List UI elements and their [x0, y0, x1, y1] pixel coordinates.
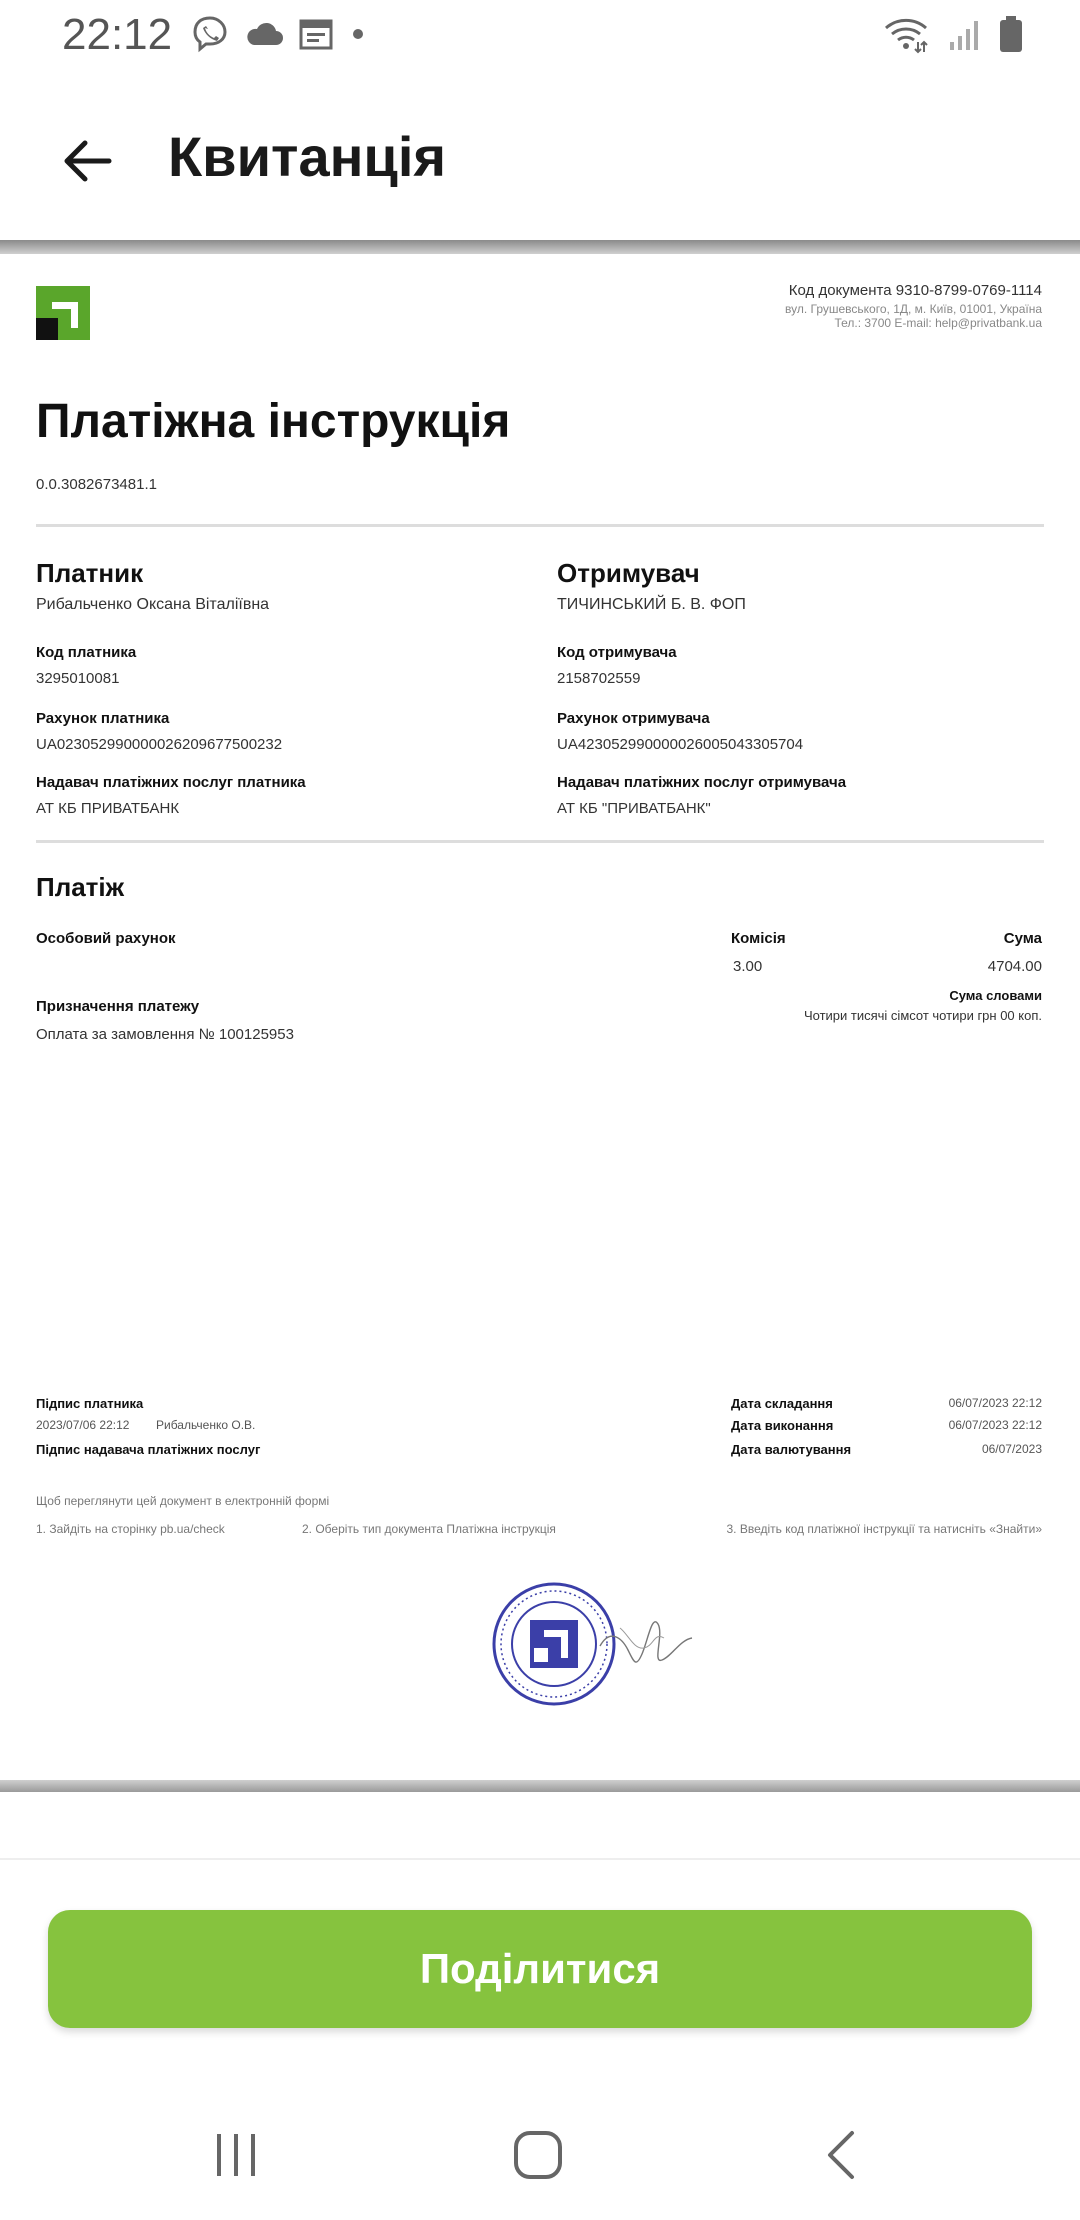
- document-title: Платіжна інструкція: [36, 395, 511, 448]
- app-bar: [0, 80, 1080, 240]
- signal-icon: [946, 16, 982, 57]
- recipient-account: UA423052990000026005043305704: [557, 736, 804, 753]
- sum-label: Сума: [1003, 930, 1042, 947]
- recent-apps-icon: [211, 2130, 261, 2180]
- payer-provider-label: Надавач платіжних послуг платника: [36, 774, 306, 791]
- purpose-label: Призначення платежу: [36, 998, 200, 1015]
- signature-icon: [592, 1588, 702, 1688]
- payer-account: UA023052990000026209677500232: [36, 736, 283, 753]
- divider: [36, 524, 1044, 527]
- arrow-back-icon: [59, 133, 115, 189]
- notification-dot-icon: [348, 24, 368, 49]
- sum-value: 4704.00: [987, 958, 1042, 975]
- payer-account-label: Рахунок платника: [36, 710, 170, 727]
- payer-signature-date: 2023/07/06 22:12: [36, 1418, 130, 1432]
- privatbank-logo: [36, 286, 90, 340]
- commission-value: 3.00: [733, 958, 763, 975]
- document-number: 0.0.3082673481.1: [36, 476, 157, 493]
- home-button[interactable]: [498, 2120, 578, 2190]
- recipient-heading: Отримувач: [557, 558, 700, 588]
- payment-heading: Платіж: [36, 872, 125, 902]
- payer-signature-label: Підпис платника: [36, 1396, 144, 1411]
- share-button[interactable]: Поділитися: [48, 1910, 1032, 2028]
- date-exec-label: Дата виконання: [731, 1418, 834, 1433]
- date-made-value: 06/07/2023 22:12: [948, 1396, 1042, 1410]
- instruction-step-1: 1. Зайдіть на сторінку pb.ua/check: [36, 1522, 225, 1536]
- wifi-icon: [882, 14, 930, 59]
- battery-icon: [998, 14, 1024, 59]
- date-made-label: Дата складання: [731, 1396, 833, 1411]
- document-bottom-edge: [0, 1780, 1080, 1792]
- payer-name: Рибальченко Оксана Віталіївна: [36, 596, 270, 613]
- recipient-code: 2158702559: [557, 670, 641, 687]
- provider-signature-label: Підпис надавача платіжних послуг: [36, 1442, 261, 1457]
- sum-words-label: Сума словами: [949, 988, 1042, 1003]
- status-bar: [0, 0, 1080, 80]
- document-code: Код документа 9310-8799-0769-1114: [788, 282, 1042, 299]
- purpose-value: Оплата за замовлення № 100125953: [36, 1026, 294, 1043]
- recipient-provider-label: Надавач платіжних послуг отримувача: [557, 774, 847, 791]
- instruction-step-2: 2. Оберіть тип документа Платіжна інструкція: [302, 1522, 556, 1536]
- page-title: Квитанція: [168, 125, 447, 188]
- commission-label: Комісія: [731, 930, 786, 947]
- status-time: 22:12: [62, 10, 173, 59]
- personal-account-label: Особовий рахунок: [36, 930, 176, 947]
- system-back-button[interactable]: [800, 2120, 880, 2190]
- divider: [36, 840, 1044, 843]
- cloud-icon: [244, 19, 284, 54]
- date-value-label: Дата валютування: [731, 1442, 852, 1457]
- chevron-left-icon: [820, 2127, 860, 2183]
- document-top-edge: [0, 240, 1080, 254]
- instruction-step-3: 3. Введіть код платіжної інструкції та натисніть «Знайти»: [726, 1522, 1042, 1536]
- payer-code-label: Код платника: [36, 644, 137, 661]
- recipient-provider: АТ КБ "ПРИВАТБАНК": [557, 800, 711, 817]
- bank-contacts: Тел.: 3700 E-mail: help@privatbank.ua: [834, 316, 1042, 330]
- date-value-value: 06/07/2023: [981, 1442, 1042, 1456]
- recipient-code-label: Код отримувача: [557, 644, 677, 661]
- receipt-document: [0, 254, 1080, 1780]
- bank-address: вул. Грушевського, 1Д, м. Київ, 01001, Україна: [785, 302, 1042, 316]
- recipient-name: ТИЧИНСЬКИЙ Б. В. ФОП: [557, 596, 746, 613]
- viber-icon: [190, 14, 230, 59]
- payer-provider: АТ КБ ПРИВАТБАНК: [36, 800, 180, 817]
- payer-signature-name: Рибальченко О.В.: [156, 1418, 256, 1432]
- view-hint: Щоб переглянути цей документ в електронній формі: [36, 1494, 330, 1508]
- recent-apps-button[interactable]: [196, 2120, 276, 2190]
- recipient-account-label: Рахунок отримувача: [557, 710, 710, 727]
- payer-code: 3295010081: [36, 670, 120, 687]
- payer-heading: Платник: [36, 558, 144, 588]
- calendar-icon: [298, 16, 334, 57]
- back-button[interactable]: [52, 126, 122, 196]
- system-nav-bar: [0, 2080, 1080, 2220]
- date-exec-value: 06/07/2023 22:12: [948, 1418, 1042, 1432]
- sum-words-value: Чотири тисячі сімсот чотири грн 00 коп.: [803, 1008, 1042, 1023]
- home-icon: [510, 2127, 566, 2183]
